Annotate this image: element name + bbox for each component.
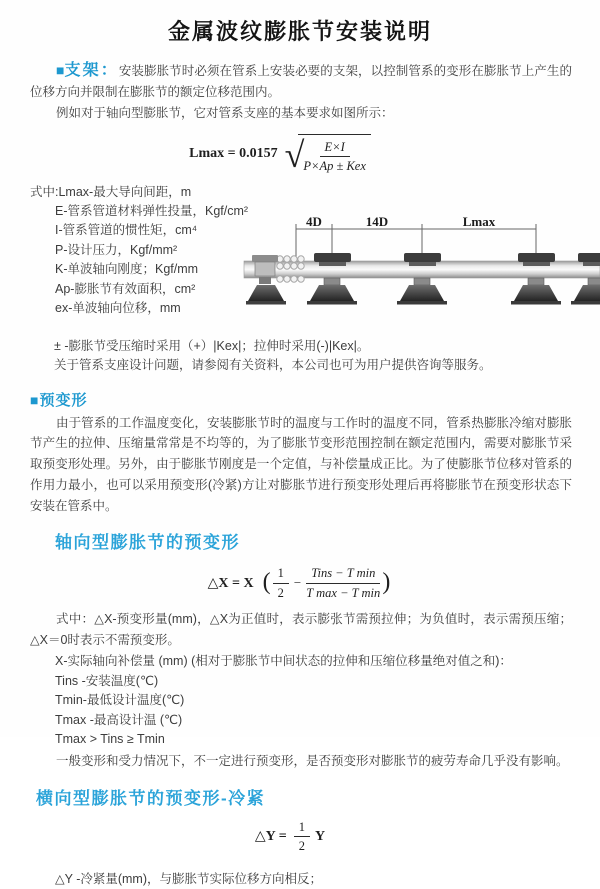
temperature-ratio-fraction — [306, 565, 380, 601]
support-section-title: 支架： — [64, 62, 119, 79]
formula-lhs: △Y = — [254, 829, 287, 845]
variable-item: P-设计压力，Kgf/mm² — [55, 242, 178, 257]
axial-formula-explanation: 式中：△X-预变形量(mm)，△X为正值时，表示膨张节需预拉伸；为负值时，表示需预压缩；△X＝0时表示不需预变形。 — [30, 611, 572, 647]
fraction-numerator: 1 — [294, 819, 310, 837]
minus-operator: − — [293, 575, 302, 591]
consulting-note: 关于管系支座设计问题，请参阅有关资料，本公司也可为用户提供咨询等服务。 — [54, 357, 492, 372]
sqrt-radical-icon: √ — [284, 134, 305, 175]
close-paren: ) — [382, 568, 391, 595]
support-intro-text: 安装膨胀节时必须在管系上安装必要的支架，以控制管系的变形在膨胀节上产生的位移方向并限制在膨胀节的额定位移范围内。 — [30, 64, 572, 99]
page-title: 金属波纹膨胀节安装说明 — [167, 19, 432, 44]
axial-predeform-formula — [0, 565, 600, 601]
fraction-denominator: T max − T min — [306, 585, 381, 600]
section-square-icon: ■ — [56, 62, 65, 78]
guide-support — [397, 253, 447, 305]
predeform-paragraph: 由于管系的工作温度变化，安装膨胀节时的温度与工作时的温度不同，管系热膨胀冷缩对膨胀节产生的拉伸、压缩量常常是不均等的，为了膨胀节变形范围控制在额定范围内，需要对膨胀节采取预变形处理。另外，由于膨胀节刚度是一个定值，与补偿量成正比。为了使膨胀节位移对管系的作用力最小，也可以采用预变形(冷紧)方让对膨胀节进行预变形处理后再将膨胀节在预变形状态下安装在管系中。 — [30, 415, 572, 513]
guide-support — [511, 253, 561, 305]
pipe-support-diagram-svg — [244, 215, 600, 325]
open-paren: ( — [262, 568, 271, 595]
variable-item: K-单波轴向刚度；Kgf/mm — [55, 262, 199, 277]
lateral-subheading: 横向型膨胀节的预变形-冷紧 — [36, 788, 266, 808]
pipe-support-diagram — [244, 215, 600, 325]
variable-item: E-管系管道材料弹性投量，Kgf/cm² — [55, 203, 249, 218]
formula-numerator: E×I — [320, 139, 350, 157]
support-example-text: 例如对于轴向型膨胀节，它对管系支座的基本要求如图所示： — [56, 106, 394, 120]
formula-rhs: Y — [314, 828, 326, 844]
dim-label-4d: 4D — [306, 213, 322, 229]
one-half-fraction — [294, 819, 310, 855]
formula-lhs: Lmax = 0.0157 — [189, 146, 278, 162]
guide-support — [307, 253, 357, 305]
fraction-numerator: Tins − T min — [306, 565, 380, 583]
variables-and-diagram — [0, 183, 600, 337]
dim-label-lmax: Lmax — [462, 213, 496, 229]
axial-note: 一般变形和受力情况下，不一定进行预变形，是否预变形对膨胀节的疲劳寿命几乎没有影响。 — [56, 753, 569, 768]
fraction-denominator: 2 — [298, 839, 305, 854]
fraction-numerator: 1 — [273, 565, 289, 583]
variable-item: ex-单波轴向位移，mm — [55, 300, 181, 315]
one-half-fraction — [273, 565, 289, 601]
formula-lhs: △X = X — [207, 575, 254, 591]
axial-subheading: 轴向型膨胀节的预变形 — [55, 533, 240, 553]
axial-variable-item: Tmin-最低设计温度(℃) — [55, 693, 185, 708]
axial-variable-item: Tmax > Tins ≥ Tmin — [55, 732, 165, 747]
variable-item: 式中:Lmax-最大导向间距，m — [30, 184, 192, 199]
predeform-section-title: 预变形 — [39, 391, 88, 409]
dim-label-14d: 14D — [365, 213, 389, 229]
guide-spacing-formula — [0, 134, 560, 175]
axial-variable-item: Tins -安装温度(℃) — [55, 673, 159, 688]
sign-convention-note: ± -膨胀节受压缩时采用（+）|Kex|；拉伸时采用(-)|Kex|。 — [54, 338, 370, 353]
fraction-denominator: 2 — [277, 585, 284, 600]
axial-variable-item: X-实际轴向补偿量 (mm) (相对于膨胀节中间状态的拉伸和压缩位移量绝对值之和)： — [55, 653, 512, 668]
formula-denominator: P×Ap ± Kex — [303, 159, 366, 174]
variable-item: I-管系管道的惯性矩，cm⁴ — [55, 223, 198, 238]
predeform-section-heading — [30, 389, 570, 410]
support-paragraph — [30, 60, 572, 103]
section-square-icon: ■ — [30, 391, 40, 408]
lateral-predeform-formula — [0, 819, 580, 855]
axial-variable-item: Tmax -最高设计温 (℃) — [55, 712, 183, 727]
variable-item: Ap-膨胀节有效面积，cm² — [55, 281, 196, 296]
lateral-note: △Y -冷紧量(mm)，与膨胀节实际位移方向相反； — [55, 872, 323, 887]
axial-variable-list — [55, 652, 600, 750]
formula-radicand — [298, 134, 371, 175]
